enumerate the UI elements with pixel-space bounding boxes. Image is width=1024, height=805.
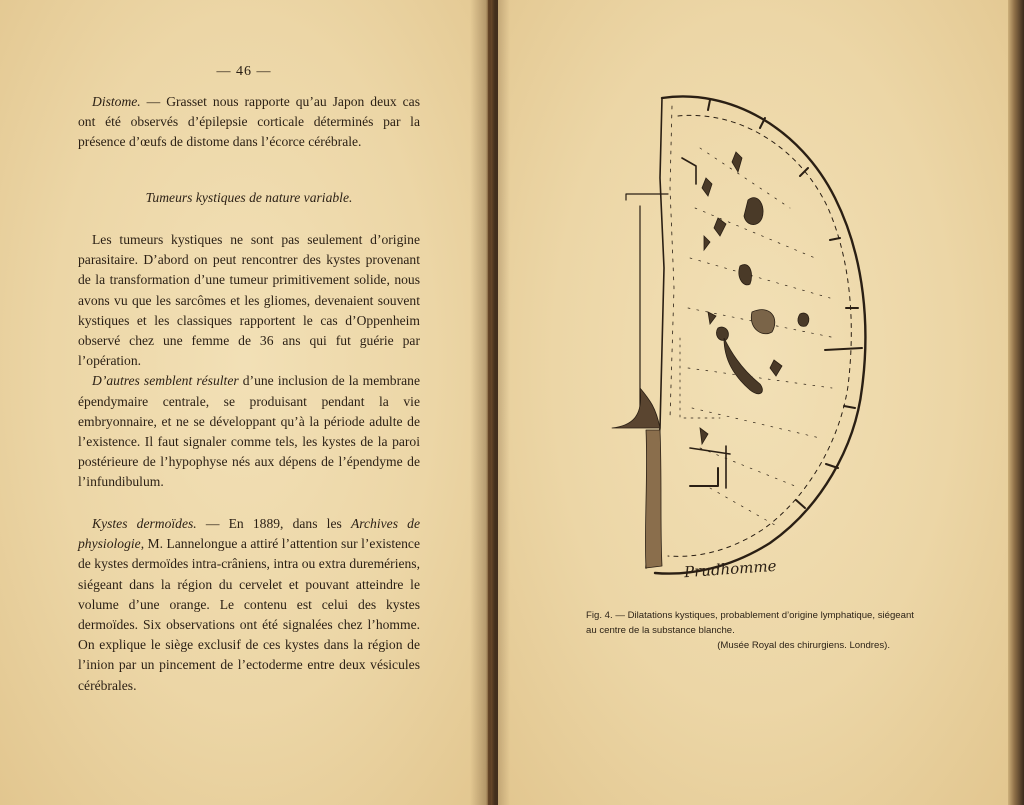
book-gutter (470, 0, 510, 805)
dermoid-term: Kystes dermoïdes. (92, 516, 197, 531)
journal-title: Archives de physiologie (78, 516, 420, 552)
cortex-outline (655, 96, 865, 573)
dermoid-text-b: , M. Lannelongue a attiré l’attention sur l’existence de kystes dermoïdes intra-crâniens, intra ou extra duremériens, siégeant dans la région du cervelet et pouvant atteindre le volume d’une orange. Le contenu est celui des kystes dermoïdes. Six observations ont été signalées chez l’homme. On explique le siège exclusif de ces kystes dans la région de l’inion par un pincement de l’ectoderme entre deux vésicules cérébrales. (78, 536, 420, 693)
caption-text: Fig. 4. — Dilatations kystiques, probablement d’origine lymphatique, siégeant au centre de la substance blanche. (586, 610, 914, 636)
cyst (732, 152, 742, 172)
ventricle-shading (612, 388, 660, 428)
cyst (704, 236, 710, 250)
brain-section-illustration (600, 88, 890, 588)
distome-paragraph (78, 92, 420, 153)
section-heading: Tumeurs kystiques de nature variable. (145, 190, 353, 205)
cyst (724, 338, 762, 394)
cyst (700, 428, 708, 444)
distome-term: Distome. (92, 94, 141, 109)
caption-source: (Musée Royal des chirurgiens. Londres). (717, 640, 890, 651)
cyst (770, 360, 782, 376)
dermoid-paragraph (78, 514, 420, 696)
left-page (0, 0, 488, 805)
inclusion-text: d’une inclusion de la membrane épendymaire centrale, se produisant pendant la vie embryonnaire, et ne se développant qu’à la période adulte de l’existence. Il faut signaler comme tels, les kystes de la paroi postérieure de l’hypophyse nés aux dépens de l’épendyme de l’infundibulum. (78, 373, 420, 490)
dermoid-text-a: — En 1889, dans les (196, 516, 351, 531)
distome-text: — Grasset nous rapporte qu’au Japon deux cas ont été observés d’épilepsie corticale déterminés par la présence d’œufs de distome dans l’écorce cérébrale. (78, 94, 420, 150)
inclusion-lead: D’autres semblent résulter (92, 373, 239, 389)
cysts-body (78, 230, 420, 493)
artist-signature: Prudhomme (683, 556, 778, 582)
page-number: — 46 — (216, 64, 272, 79)
paragraph-origin: Les tumeurs kystiques ne sont pas seulement d’origine parasitaire. D’abord on peut rencontrer des kystes provenant de la transformation d’une tumeur primitivement solide, nous avons vu que les sarcômes et les gliomes, devenaient souvent kystiques et les classiques rapportent le cas d’Oppenheim observé chez une femme de 36 ans qui fut guérie par l’opération. (78, 232, 420, 369)
cyst (702, 178, 712, 196)
figure-caption (586, 608, 916, 653)
cyst (739, 265, 752, 285)
cyst (751, 310, 774, 334)
cyst (744, 198, 763, 225)
cyst (716, 327, 728, 340)
cyst (714, 218, 726, 236)
cyst (708, 312, 716, 324)
page-edge (1008, 0, 1024, 805)
cyst (798, 313, 809, 326)
paragraph-inclusion (78, 371, 420, 492)
